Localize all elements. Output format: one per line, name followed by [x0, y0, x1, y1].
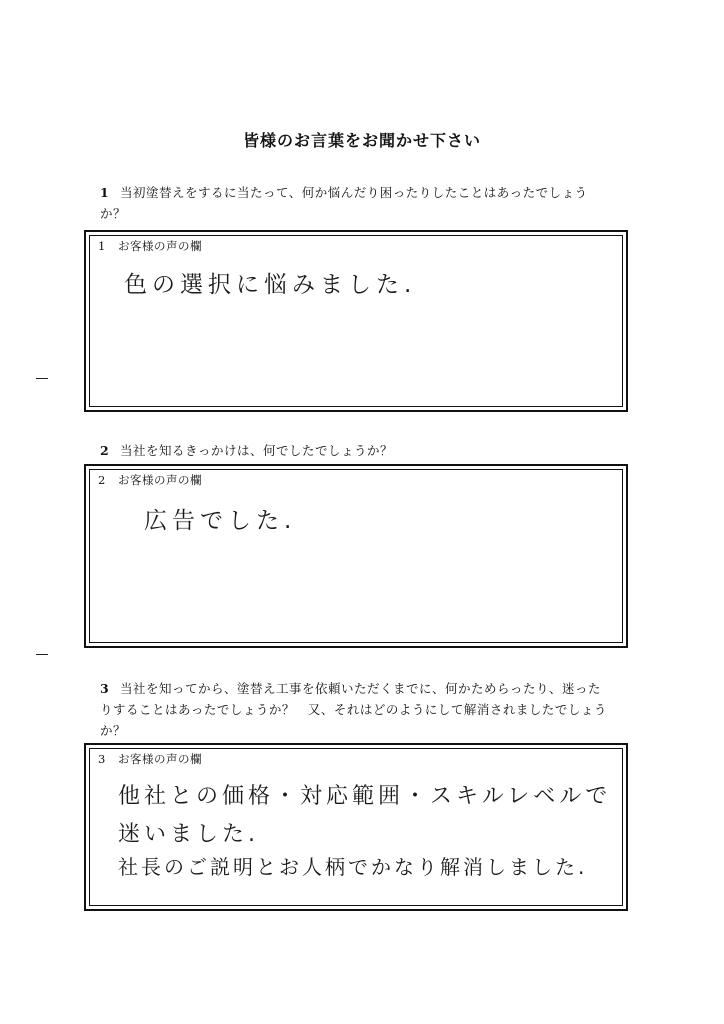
answer-box-1 [84, 230, 628, 412]
question-2 [100, 440, 620, 461]
box-label [98, 238, 202, 254]
box-number: 1 [98, 239, 106, 253]
question-text-line: 当社を知るきっかけは、何でしたでしょうか？ [120, 443, 394, 458]
question-3 [100, 678, 620, 741]
punch-mark [36, 654, 48, 655]
question-text-line: 当初塗替えをするに当たって、何か悩んだり困ったりしたことはあったでしょう [120, 185, 588, 200]
question-1 [100, 182, 620, 224]
box-number: 2 [98, 473, 106, 487]
page-title: 皆様のお言葉をお聞かせ下さい [242, 131, 481, 150]
question-number: 1 [100, 185, 110, 200]
question-number: 3 [100, 681, 110, 696]
handwritten-answer-line: 広告でした. [144, 508, 297, 534]
handwritten-answer-line: 他社との価格・対応範囲・スキルレベルで [118, 784, 612, 809]
handwritten-answer-line: 色の選択に悩みました. [124, 272, 417, 298]
box-label [98, 472, 202, 488]
answer-box-2 [84, 464, 628, 648]
box-number: 3 [98, 752, 106, 766]
handwritten-answer-line: 迷いました. [118, 822, 259, 847]
question-text-line: りすることはあったでしょうか？ 又、それはどのようにして解消されましたでしょう [100, 702, 607, 717]
question-number: 2 [100, 443, 110, 458]
answer-box-3 [84, 743, 628, 911]
box-label [98, 751, 202, 767]
question-text-line: か？ [100, 723, 127, 738]
question-text-line: か？ [100, 206, 127, 221]
handwritten-answer-line: 社長のご説明とお人柄でかなり解消しました. [118, 855, 588, 879]
question-text-line: 当社を知ってから、塗替え工事を依頼いただくまでに、何かためらったり、迷った [120, 681, 602, 696]
box-label-text: お客様の声の欄 [118, 473, 202, 487]
box-label-text: お客様の声の欄 [118, 752, 202, 766]
punch-mark [36, 378, 48, 379]
box-label-text: お客様の声の欄 [118, 239, 202, 253]
